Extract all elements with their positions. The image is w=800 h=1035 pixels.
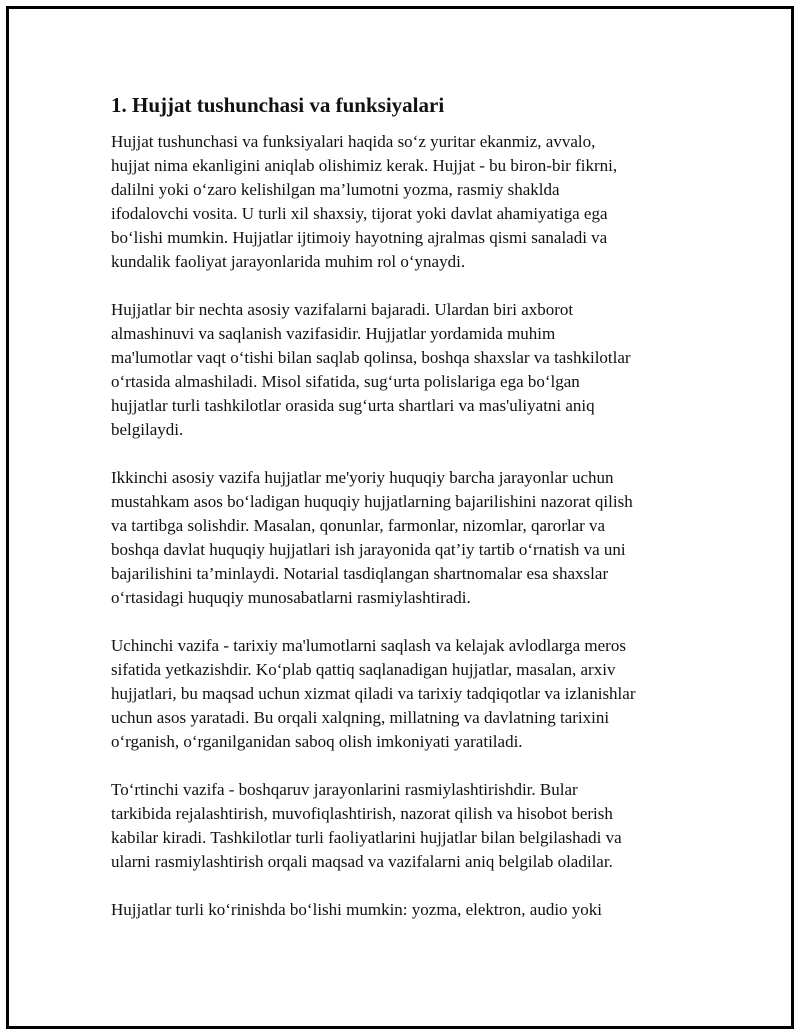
text-line: ifodalovchi vosita. U turli xil shaxsiy, tijorat yoki davlat ahamiyatiga ega [111, 204, 608, 223]
document-body [111, 92, 691, 946]
text-line: hujjatlar turli tashkilotlar orasida sug‘urta shartlari va mas'uliyatni aniq [111, 396, 595, 415]
paragraph-4 [111, 634, 691, 754]
text-line: uchun asos yaratadi. Bu orqali xalqning, millatning va davlatning tarixini [111, 708, 610, 727]
text-line: kabilar kiradi. Tashkilotlar turli faoliyatlarini hujjatlar bilan belgilashadi va [111, 828, 622, 847]
paragraph-1 [111, 130, 691, 274]
text-line: sifatida yetkazishdir. Ko‘plab qattiq saqlanadigan hujjatlar, masalan, arxiv [111, 660, 616, 679]
text-line: To‘rtinchi vazifa - boshqaruv jarayonlarini rasmiylashtirishdir. Bular [111, 780, 578, 799]
text-line: o‘rganish, o‘rganilganidan saboq olish imkoniyati yaratiladi. [111, 732, 523, 751]
text-line: bo‘lishi mumkin. Hujjatlar ijtimoiy hayotning ajralmas qismi sanaladi va [111, 228, 608, 247]
text-line: Hujjat tushunchasi va funksiyalari haqida so‘z yuritar ekanmiz, avvalo, [111, 132, 596, 151]
text-line: tarkibida rejalashtirish, muvofiqlashtirish, nazorat qilish va hisobot berish [111, 804, 613, 823]
text-line: bajarilishini ta’minlaydi. Notarial tasdiqlangan shartnomalar esa shaxslar [111, 564, 609, 583]
text-line: va tartibga solishdir. Masalan, qonunlar, farmonlar, nizomlar, qarorlar va [111, 516, 606, 535]
section-heading: 1. Hujjat tushunchasi va funksiyalari [111, 93, 445, 117]
text-line: mustahkam asos bo‘ladigan huquqiy hujjatlarning bajarilishini nazorat qilish [111, 492, 633, 511]
paragraph-2 [111, 298, 691, 442]
text-line: hujjatlari, bu maqsad uchun xizmat qiladi va tarixiy tadqiqotlar va izlanishlar [111, 684, 636, 703]
text-line: hujjat nima ekanligini aniqlab olishimiz kerak. Hujjat - bu biron-bir fikrni, [111, 156, 618, 175]
text-line: boshqa davlat huquqiy hujjatlari ish jarayonida qat’iy tartib o‘rnatish va uni [111, 540, 626, 559]
text-line: almashinuvi va saqlanish vazifasidir. Hujjatlar yordamida muhim [111, 324, 556, 343]
paragraph-6 [111, 898, 691, 922]
text-line: belgilaydi. [111, 420, 184, 439]
text-line: ularni rasmiylashtirish orqali maqsad va vazifalarni aniq belgilab oladilar. [111, 852, 613, 871]
text-line: o‘rtasida almashiladi. Misol sifatida, sug‘urta polislariga ega bo‘lgan [111, 372, 580, 391]
text-line: o‘rtasidagi huquqiy munosabatlarni rasmiylashtiradi. [111, 588, 471, 607]
text-line: Uchinchi vazifa - tarixiy ma'lumotlarni saqlash va kelajak avlodlarga meros [111, 636, 626, 655]
paragraph-3 [111, 466, 691, 610]
text-line: kundalik faoliyat jarayonlarida muhim rol o‘ynaydi. [111, 252, 466, 271]
text-line: Hujjatlar bir nechta asosiy vazifalarni bajaradi. Ulardan biri axborot [111, 300, 574, 319]
text-line: Ikkinchi asosiy vazifa hujjatlar me'yoriy huquqiy barcha jarayonlar uchun [111, 468, 614, 487]
text-line: Hujjatlar turli ko‘rinishda bo‘lishi mumkin: yozma, elektron, audio yoki [111, 900, 603, 919]
text-line: ma'lumotlar vaqt o‘tishi bilan saqlab qolinsa, boshqa shaxslar va tashkilotlar [111, 348, 631, 367]
text-line: dalilni yoki o‘zaro kelishilgan ma’lumotni yozma, rasmiy shaklda [111, 180, 560, 199]
paragraph-5 [111, 778, 691, 874]
